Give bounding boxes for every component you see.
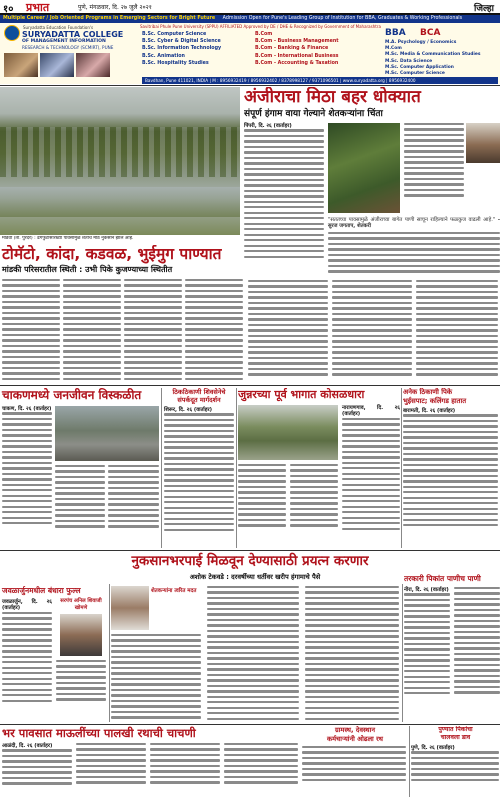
- side-caption: शेतकऱ्यांना त्वरित मदत: [151, 588, 197, 594]
- article-javalarjun: जवळार्जुनमधील बंधारा फुल्ल जवळार्जुन, दि. २६ (वार्ताहर) सरपंच अनिल शिवाजी खोमणे: [0, 586, 108, 722]
- course-list-bcom: B.Com B.Com - Business Management B.Com - Banking & Finance B.Com - International Business B.Com - Accounting & Taxation: [255, 32, 339, 66]
- sarpanch-caption: सरपंच अनिल शिवाजी खोमणे: [60, 598, 102, 611]
- ad-banner: Multiple Career / Job Oriented Programs in Emerging Sectors for Bright Future Admission Open for Pune's Leading Group of Institution for BBA, Graduates & Working Professionals: [0, 15, 500, 23]
- fig-tree-photo: [328, 123, 400, 213]
- award-photo: [76, 53, 110, 77]
- brand-bca: BCA: [420, 28, 441, 38]
- newspaper-name: प्रभात: [26, 1, 50, 13]
- article-anjeer: अंजीराचा मिठा बहर धोक्यात संपूर्ण हंगाम वाया गेल्याने शेतकऱ्यांना चिंता पिंपरी, दि. २६ (वार्ताहर) "सततच्या पावसामुळे अंजीराच्या बागेत पाणी साचून राहिल्याने फळकुज वाढली आहे." - सुरज जगताप, शेतकरी: [244, 87, 500, 277]
- article-compensation: [0, 552, 500, 570]
- course-list-pg: M.A. Psychology / Economics M.Com M.Sc. Media & Communication Studies M.Sc. Data Science M.Sc. Computer Application M.Sc. Computer Science: [385, 40, 481, 77]
- headline: टोमॅटो, कांदा, कडवळ, भुईमुग पाण्यात: [2, 245, 222, 263]
- award-photo: [40, 53, 74, 77]
- masthead: [0, 0, 500, 13]
- article-tomato: [0, 245, 244, 383]
- article-shivsena: ठिकठिकाणी शिवसेनेचे संपर्कदूत मार्गदर्शन शिरूर, दि. २६ (वार्ताहर): [163, 388, 235, 548]
- photo-caption: मांडवी (ता. पुरंदर) : ढगफुटीसारख्या पावसामुळे शेतीचे मोठे नुकसान झाले आहे.: [2, 236, 134, 241]
- article-compensation-sub: अशोक टेकवडे : दरवर्षीच्या धर्तीवर खरीप हंगामाचे पैसे: [189, 573, 321, 581]
- junnar-farm-photo: [238, 405, 338, 460]
- headline: तरकारी पिकांत पाणीच पाणी: [404, 574, 481, 583]
- article-chakan: चाकणमध्ये जनजीवन विस्कळीत चाकण, दि. २६ (वार्ताहर): [0, 388, 160, 548]
- headline: अनेक ठिकाणी पिके: [403, 388, 453, 396]
- award-photo: [4, 53, 38, 77]
- headline: ग्रामस्थ, देवस्थान: [335, 726, 375, 734]
- section-label: जिल्हा: [474, 4, 494, 13]
- article-pune-crops: पुण्यात पिकांचा चालवला डाव पुणे, दि. २६ (वार्ताहर): [411, 726, 500, 797]
- chakan-road-photo: [55, 406, 159, 461]
- headline: नुकसानभरपाई मिळवून देण्यासाठी प्रयत्न करणार: [131, 553, 369, 569]
- course-list-bsc: B.Sc. Computer Science B.Sc. Cyber & Digital Science B.Sc. Information Technology B.Sc. Animation B.Sc. Hospitality Studies: [142, 32, 222, 66]
- headline: भर पावसात माऊलींच्या पालखी रथाची चाचणी: [2, 726, 196, 740]
- farmer-photo: [466, 123, 500, 163]
- subheadline: मांडकी परिसरातील स्थिती : उभी पिके कुजण्याच्या स्थितीत: [2, 265, 173, 274]
- article-vegetables: तरकारी पिकांत पाणीच पाणी नीरा, दि. २६ (वार्ताहर): [404, 574, 500, 722]
- issue-date: पुणे, मंगळवार, दि. २७ जुलै २०२१: [78, 4, 152, 11]
- headline: जुन्नरच्या पूर्व भागात कोसळधारा: [238, 388, 365, 401]
- sarpanch-photo: [60, 614, 102, 656]
- article-anjeer-continued: [248, 280, 498, 384]
- ad-affiliation: Savitribai Phule Pune University (SPPU) AFFILIATED Approved by DE / DHE & Recognized by Government of Maharashtra: [140, 24, 381, 29]
- ad-contact: Bavdhan, Pune 411021, INDIA | M : 8956932419 / 8956932402 / 8378998127 / 9371096501 | www.suryadatta.org | 8956932400: [142, 77, 498, 84]
- college-logo: [4, 25, 20, 41]
- flooded-field-photo: [0, 87, 240, 235]
- politician-photo: [111, 586, 149, 630]
- article-baramati: अनेक ठिकाणी पिके भुईसपाट; कलिंगड हातात बारामती, दि. २६ (वार्ताहर): [403, 388, 500, 548]
- page-number: १०: [3, 4, 14, 13]
- headline: पुण्यात पिकांचा: [438, 726, 473, 733]
- brand-bba: BBA: [385, 28, 406, 38]
- headline: अंजीराचा मिठा बहर धोक्यात: [244, 87, 421, 107]
- college-name: SURYADATTA COLLEGE: [22, 30, 124, 39]
- subheadline: संपूर्ण हंगाम वाया गेल्याने शेतकऱ्यांना चिंता: [244, 109, 383, 119]
- article-compensation-body: [111, 586, 401, 722]
- pull-quote: "सततच्या पावसामुळे अंजीराच्या बागेत पाणी साचून राहिल्याने फळकुज वाढली आहे." - सुरज जगताप, शेतकरी: [328, 217, 500, 230]
- headline: ठिकठिकाणी शिवसेनेचे: [172, 388, 226, 396]
- ad-society: Suryadatta Education Foundation's: [23, 25, 94, 30]
- headline: चाकणमध्ये जनजीवन विस्कळीत: [2, 388, 142, 402]
- college-advertisement: Multiple Career / Job Oriented Programs in Emerging Sectors for Bright Future Admission Open for Pune's Leading Group of Institution for BBA, Graduates & Working Professionals Savitribai Phule Pune University (SPPU) AFFILIATED Approved by DE / DHE & Recognized by Government of Maharashtra Suryadatta Education Foundation's SURYADATTA COLLEGE OF MANAGEMENT INFORMATION RESEARCH & TECHNOLOGY (SCMIRT), PUNE B.Sc. Computer Science B.Sc. Cyber & Digital Science B.Sc. Information Technology B.Sc. Animation B.Sc. Hospitality Studies B.Com B.Com - Business Management B.Com - Banking & Finance B.Com - International Business B.Com - Accounting & Taxation BBA BCA M.A. Psychology / Economics M.Com M.Sc. Media & Communication Studies M.Sc. Data Science M.Sc. Computer Application M.Sc. Computer Science Bavdhan, Pune 411021, INDIA | M : 8956932419 / 8956932402 / 8378998127 / 9371096501 | www.suryadatta.org | 8956932400: [0, 15, 500, 84]
- article-palkhi: भर पावसात माऊलींच्या पालखी रथाची चाचणी आळंदी, दि. २६ (वार्ताहर): [0, 726, 300, 797]
- article-rath: ग्रामस्थ, देवस्थान कर्मचाऱ्यांनी ओढला रथ: [302, 726, 408, 797]
- article-junnar: जुन्नरच्या पूर्व भागात कोसळधारा नारायणगाव, दि. २६ (वार्ताहर): [238, 388, 400, 548]
- headline: जवळार्जुनमधील बंधारा फुल्ल: [2, 586, 81, 595]
